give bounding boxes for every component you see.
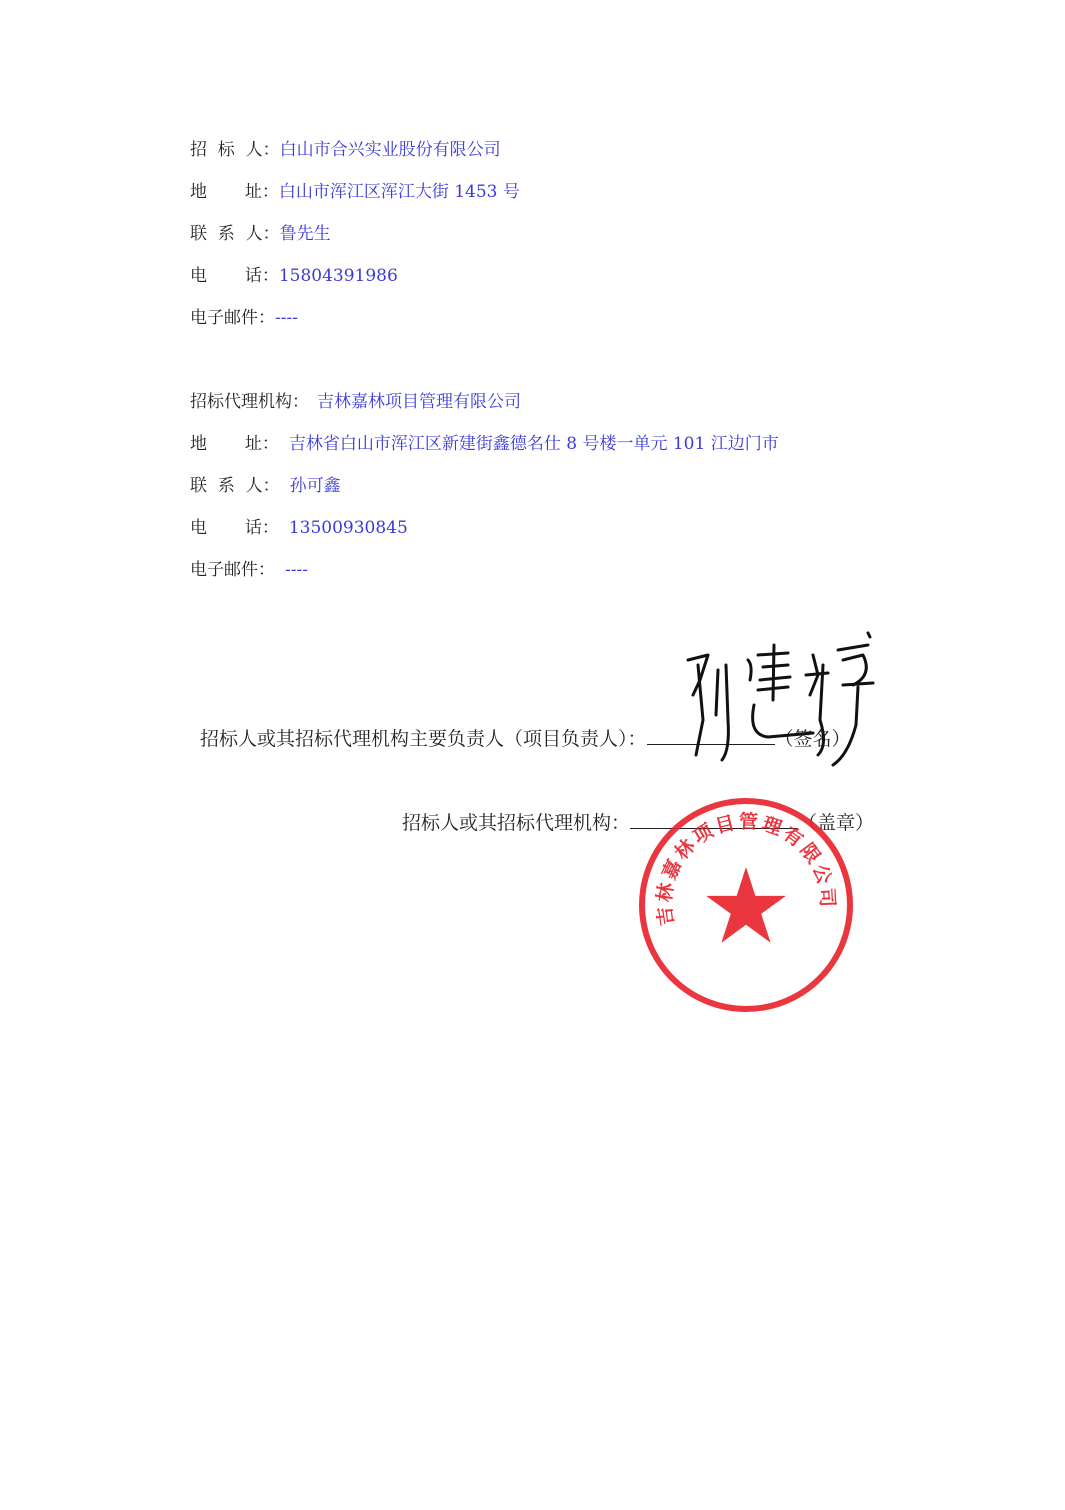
agency-name-label: 招标代理机构： — [190, 392, 309, 412]
tenderer-email-label: 电子邮件： — [190, 308, 275, 328]
agency-address-row — [190, 433, 779, 455]
tenderer-address-label: 地 址： — [190, 182, 279, 202]
sign-suffix: （签名） — [774, 728, 851, 750]
tenderer-address-row — [190, 181, 520, 203]
tenderer-phone-row — [190, 265, 398, 287]
tenderer-name-value: 白山市合兴实业股份有限公司 — [279, 140, 501, 160]
agency-email-row — [190, 559, 308, 581]
agency-contact-value: 孙可鑫 — [289, 476, 341, 496]
tenderer-name-label: 招 标 人： — [190, 140, 280, 160]
agency-address-label: 地 址： — [190, 434, 279, 454]
tenderer-contact-label: 联 系 人： — [190, 224, 280, 244]
tenderer-phone-value: 15804391986 — [278, 266, 398, 286]
agency-contact-row — [190, 475, 341, 497]
agency-phone-value: 13500930845 — [288, 518, 408, 538]
agency-phone-row — [190, 517, 408, 539]
org-label: 招标人或其招标代理机构： — [402, 812, 631, 834]
star-icon — [706, 867, 786, 943]
agency-name-row — [190, 391, 521, 413]
stamp-text: 吉林嘉林项目管理有限公司 — [653, 810, 839, 928]
agency-contact-label: 联 系 人： — [190, 476, 280, 496]
tenderer-email-value: ---- — [275, 308, 298, 328]
responsible-label: 招标人或其招标代理机构主要负责人（项目负责人）： — [200, 728, 647, 750]
tenderer-phone-label: 电 话： — [190, 266, 279, 286]
tenderer-contact-row — [190, 223, 331, 245]
tenderer-contact-value: 鲁先生 — [279, 224, 331, 244]
agency-phone-label: 电 话： — [190, 518, 279, 538]
agency-email-value: ---- — [285, 560, 308, 580]
agency-address-value: 吉林省白山市浑江区新建街鑫德名仕 8 号楼一单元 101 江边门市 — [288, 434, 779, 454]
company-seal-stamp — [636, 795, 856, 1015]
tenderer-email-row — [190, 307, 298, 329]
agency-name-value: 吉林嘉林项目管理有限公司 — [317, 392, 521, 412]
agency-email-label: 电子邮件： — [190, 560, 275, 580]
seal-suffix: （盖章） — [798, 812, 875, 834]
handwritten-signature — [678, 625, 878, 775]
tenderer-address-value: 白山市浑江区浑江大街 1453 号 — [278, 182, 520, 202]
tenderer-name-row — [190, 139, 501, 161]
